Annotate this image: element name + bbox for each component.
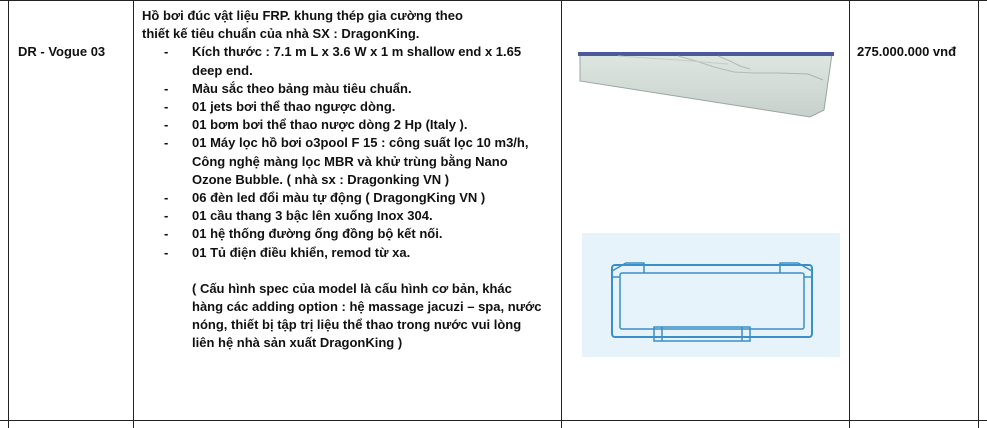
spec-item: - 01 jets bơi thể thao ngược dòng. [164,99,396,115]
spec-item: - 01 bơm bơi thể thao nược dòng 2 Hp (Italy ). [164,117,468,133]
spec-item: - 01 cầu thang 3 bậc lên xuống Inox 304. [164,208,433,224]
configuration-note: ( Cấu hình spec của model là cấu hình cơ bản, khác hàng các adding option : hệ massage jacuzi – spa, nước nóng, thiết bị tập trị liệu thể thao trong nước vui lòng liên hệ nhà sản xuất DragonKing ) [192,280,542,351]
column-divider [849,0,850,428]
model-name: DR - Vogue 03 [18,44,106,59]
column-divider [133,0,134,428]
table-border-left [8,0,9,428]
pool-plan-view-image [582,233,840,360]
column-divider [561,0,562,428]
table-border-right [978,0,979,428]
spec-item: - 01 Tủ điện điều khiển, remod từ xa. [164,244,411,260]
pool-side-view-image [578,40,834,125]
row-divider [0,420,987,421]
price: 275.000.000 vnđ [857,44,957,59]
spec-item: - Kích thước : 7.1 m L x 3.6 W x 1 m shallow end x 1.65 deep end. [164,44,522,78]
spec-item: - 06 đèn led đổi màu tự động ( DragongKing VN ) [164,190,486,206]
spec-item: - 01 hệ thống đường ống đồng bộ kết nối. [164,226,443,242]
spec-item: - 01 Máy lọc hồ bơi o3pool F 15 : công suất lọc 10 m3/h, Công nghệ màng lọc MBR và khử trùng bằng Nano Ozone Bubble. ( nhà sx : Dragonking VN ) [164,135,529,187]
spec-list [142,43,542,261]
description-intro: Hồ bơi đúc vật liệu FRP. khung thép gia cường theo thiết kế tiêu chuẩn của nhà SX : DragonKing. [142,8,463,42]
spec-item: - Màu sắc theo bảng màu tiêu chuẩn. [164,80,412,96]
product-description [142,7,542,353]
row-divider [0,0,987,1]
